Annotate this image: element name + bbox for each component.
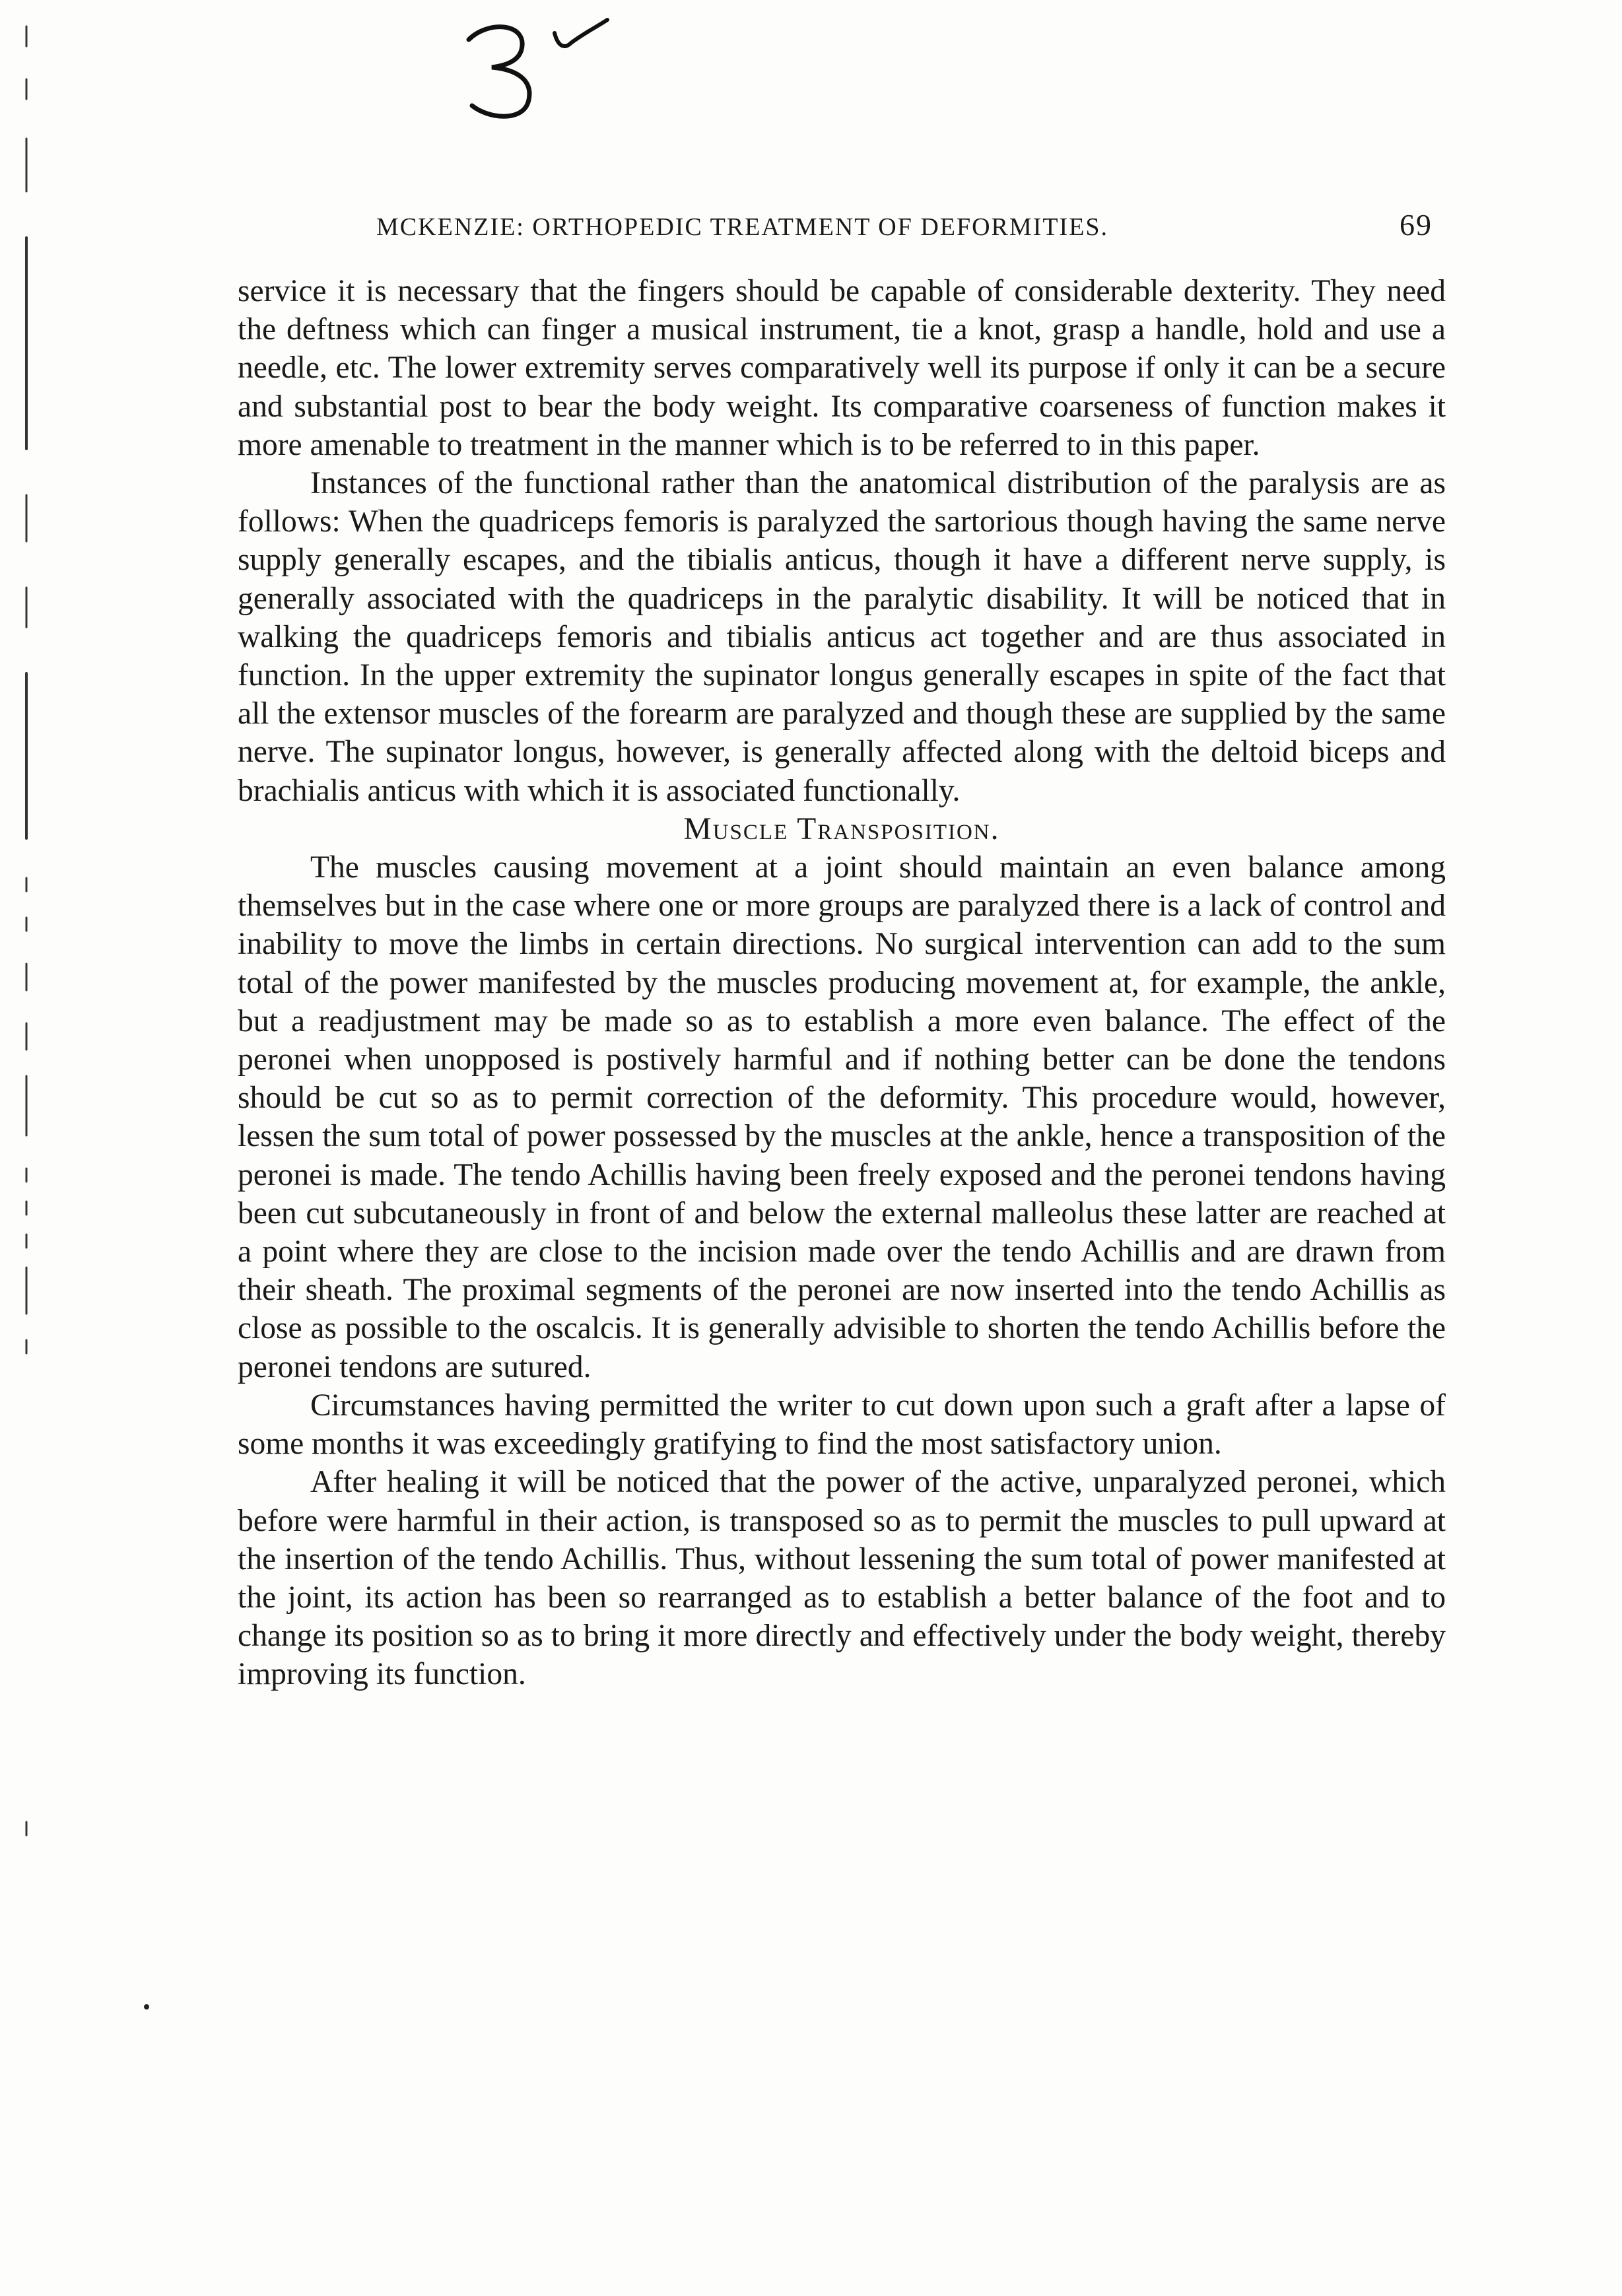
- paragraph: After healing it will be noticed that the power of the active, unparalyzed peronei, which before were harmful in their action, is transposed so as to permit the muscles to pull upward at the insertion of the tendo Achillis. Thus, without lessening the sum total of power manifested at the joint, its action has been so rearranged as to establish a better balance of the foot and to change its position so as to bring it more directly and effectively under the body weight, thereby improving its function.: [238, 1465, 1446, 1692]
- paragraph: Instances of the functional rather than the anatomical distribution of the paralysis are as follows: When the quadriceps femoris is paralyzed the sartorious though having the same nerve supply generally escapes, and the tibialis anticus, though it have a different nerve supply, is generally associated with the quadriceps in the paralytic disability. It will be noticed that in walking the quadriceps femoris and tibialis anticus act together and are thus associated in function. In the upper extremity the supinator longus generally escapes in spite of the fact that all the extensor muscles of the forearm are paralyzed and though these are supplied by the same nerve. The supinator longus, however, is generally affected along with the deltoid biceps and brachialis anticus with which it is associated functionally.: [238, 466, 1446, 808]
- handwritten-page-mark: [456, 13, 614, 125]
- page-number: 69: [1400, 208, 1433, 242]
- running-header: [376, 205, 1433, 251]
- paragraph: The muscles causing movement at a joint should maintain an even balance among themselves but in the case where one or more groups are paralyzed there is a lack of control and inability to move the limbs in certain directions. No surgical intervention can add to the sum total of the power manifested by the muscles producing movement at, for example, the ankle, but a readjustment may be made so as to establish a more even balance. The effect of the peronei when unopposed is postively harmful and if nothing better can be done the tendons should be cut so as to permit correction of the deformity. This procedure would, however, lessen the sum total of power possessed by the muscles at the ankle, hence a transposition of the peronei is made. The tendo Achillis having been freely exposed and the peronei tendons having been cut subcutaneously in front of and below the external malleolus these latter are reached at a point where they are close to the incision made over the tendo Achillis and are drawn from their sheath. The proximal segments of the peronei are now inserted into the tendo Achillis as close as possible to the oscalcis. It is generally advisible to shorten the tendo Achillis before the peronei tendons are sutured.: [238, 850, 1446, 1384]
- article-body: [238, 272, 1446, 1694]
- running-title: MCKENZIE: ORTHOPEDIC TREATMENT OF DEFORMITIES.: [376, 213, 1109, 241]
- section-heading: Muscle Transposition.: [683, 811, 1000, 846]
- scan-speck: [144, 2004, 149, 2009]
- scan-edge-artifact: [20, 20, 33, 2000]
- paragraph: service it is necessary that the fingers should be capable of considerable dexterity. They need the deftness which can finger a musical instrument, tie a knot, grasp a handle, hold and use a needle, etc. The lower extremity serves comparatively well its purpose if only it can be a secure and substantial post to bear the body weight. Its comparative coarseness of function makes it more amenable to treatment in the manner which is to be referred to in this paper.: [238, 274, 1446, 462]
- paragraph: Circumstances having permitted the writer to cut down upon such a graft after a lapse of some months it was exceedingly gratifying to find the most satisfactory union.: [238, 1388, 1446, 1462]
